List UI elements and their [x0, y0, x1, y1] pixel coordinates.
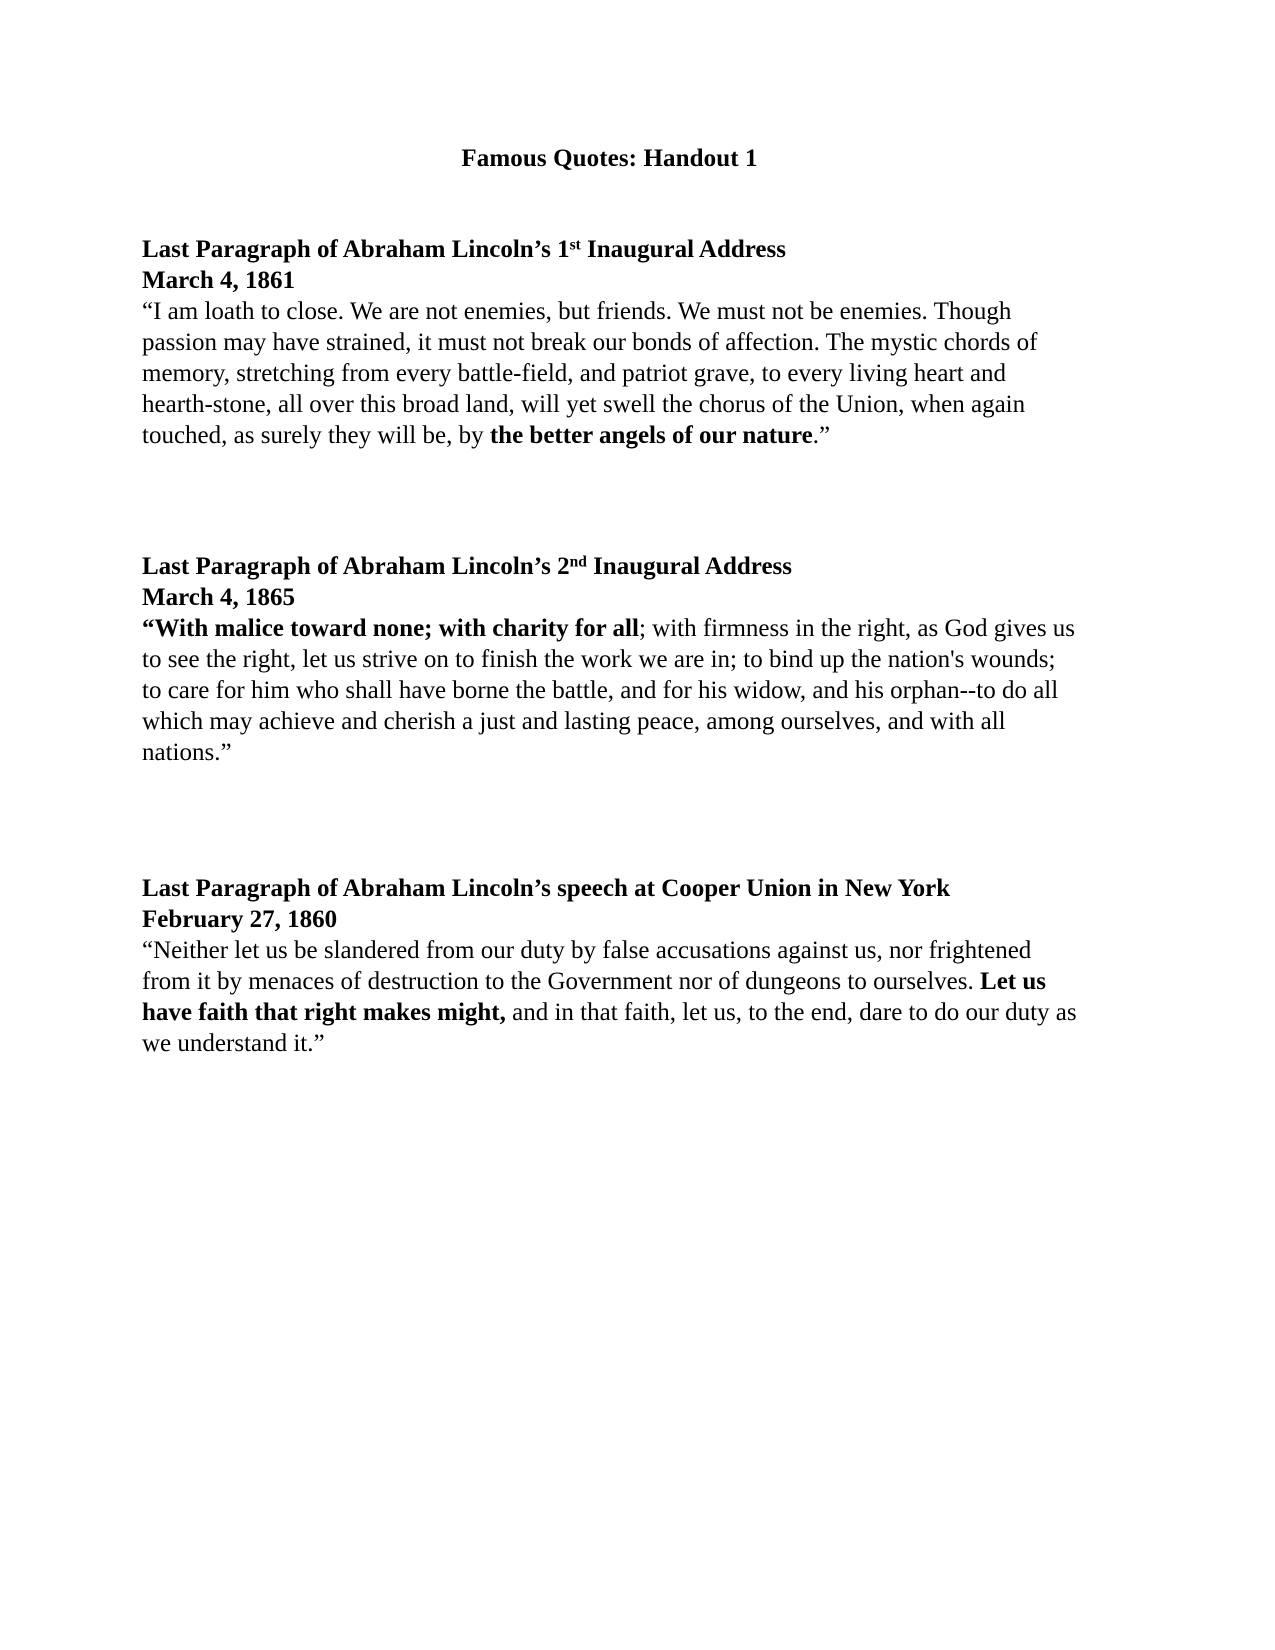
- quote-paragraph: [142, 613, 1077, 768]
- quote-paragraph: [142, 296, 1077, 451]
- quote-section-cooper-union: [142, 768, 1077, 1059]
- section-heading-ordinal-suffix: st: [569, 236, 581, 254]
- quote-text-closing: and in that faith, let us, to the end, dare to do our duty as we understand it.”: [142, 999, 1077, 1057]
- quote-section-second-inaugural: [142, 451, 1077, 768]
- section-heading-ordinal-suffix: nd: [569, 553, 587, 571]
- quote-text-closing: .”: [812, 422, 831, 449]
- section-heading: [142, 234, 1077, 265]
- section-heading-text-before: Last Paragraph of Abraham Lincoln’s 2: [142, 553, 570, 580]
- quote-text-plain: “Neither let us be slandered from our duty by false accusations against us, nor frightened from it by menaces of destruction to the Government nor of dungeons to ourselves.: [142, 937, 1032, 995]
- section-date: March 4, 1865: [142, 584, 295, 611]
- page-title: Famous Quotes: Handout 1: [461, 145, 758, 172]
- section-date: March 4, 1861: [142, 267, 295, 294]
- quote-text-plain: ; with firmness in the right, as God gives us to see the right, let us strive on to finish the work we are in; to bind up the nation's wounds; to care for him who shall have borne the battle, and for his widow, and his orphan--to do all which may achieve and cherish a just and lasting peace, among ourselves, and with all nations.”: [142, 615, 1076, 766]
- section-heading: [142, 551, 1077, 582]
- quote-text-plain: “I am loath to close. We are not enemies, but friends. We must not be enemies. Though passion may have strained, it must not break our bonds of affection. The mystic chords of memory, stretching from every battle-field, and patriot grave, to every living heart and hearth-stone, all over this broad land, will yet swell the chorus of the Union, when again touched, as surely they will be, by: [142, 298, 1038, 449]
- quote-text-emphasis: the better angels of our nature: [489, 422, 813, 449]
- quote-section-first-inaugural: [142, 174, 1077, 451]
- quote-text-emphasis: “With malice toward none; with charity for all: [142, 615, 639, 642]
- section-heading-text-before: Last Paragraph of Abraham Lincoln’s speech at Cooper Union in New York: [142, 875, 951, 902]
- section-heading-text-after: Inaugural Address: [580, 236, 786, 263]
- quote-paragraph: [142, 935, 1077, 1059]
- quote-text-emphasis: Let us have faith that right makes might,: [142, 968, 1046, 1026]
- section-heading-text-after: Inaugural Address: [586, 553, 792, 580]
- section-date: February 27, 1860: [142, 906, 338, 933]
- document-body: [142, 0, 1077, 1059]
- section-heading-text-before: Last Paragraph of Abraham Lincoln’s 1: [142, 236, 570, 263]
- section-heading: [142, 873, 1077, 904]
